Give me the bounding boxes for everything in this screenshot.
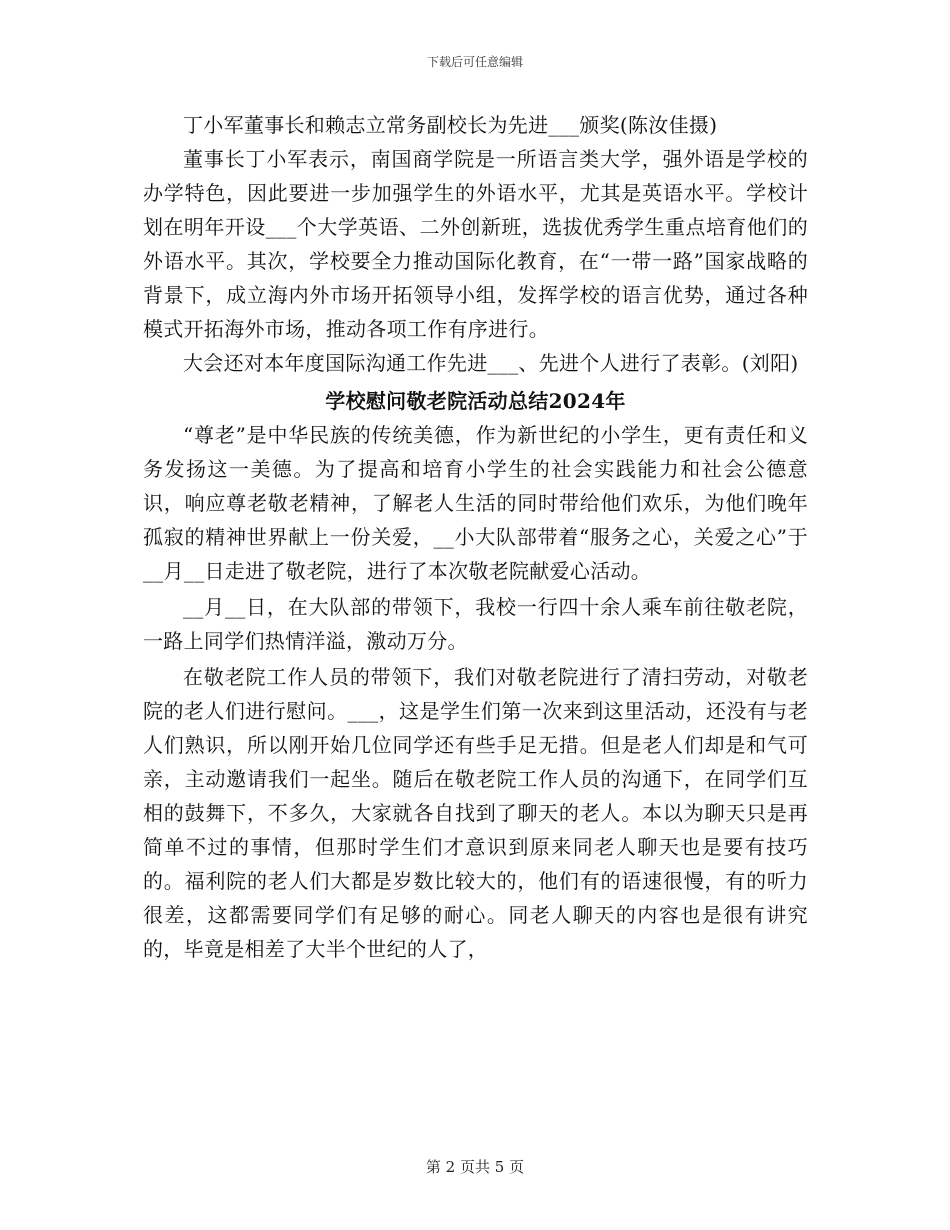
- body-paragraph: 大会还对本年度国际沟通工作先进___、先进个人进行了表彰。(刘阳): [183, 351, 799, 375]
- page-header: 下载后可任意编辑: [426, 55, 523, 69]
- document-body: [143, 108, 808, 966]
- article-paragraph: __月__日，在大队部的带领下，我校一行四十余人乘车前往敬老院，一路上同学们热情洋溢，激动万分。: [143, 595, 808, 653]
- caption-paragraph: 丁小军董事长和赖志立常务副校长为先进___颁奖(陈汝佳摄): [183, 113, 718, 137]
- article-title: 学校慰问敬老院活动总结2024年: [325, 389, 626, 413]
- article-paragraph: “尊老”是中华民族的传统美德，作为新世纪的小学生，更有责任和义务发扬这一美德。为了提高和培育小学生的社会实践能力和社会公德意识，响应尊老敬老精神，了解老人生活的同时带给他们欢乐，为他们晚年孤寂的精神世界献上一份关爱，__小大队部带着“服务之心，关爱之心”于__月__日走进了敬老院，进行了本次敬老院献爱心活动。: [143, 423, 808, 583]
- article-paragraph: 在敬老院工作人员的带领下，我们对敬老院进行了清扫劳动，对敬老院的老人们进行慰问。___，这是学生们第一次来到这里活动，还没有与老人们熟识，所以刚开始几位同学还有些手足无措。但是老人们却是和气可亲，主动邀请我们一起坐。随后在敬老院工作人员的沟通下，在同学们互相的鼓舞下，不多久，大家就各自找到了聊天的老人。本以为聊天只是再简单不过的事情，但那时学生们才意识到原来同老人聊天也是要有技巧的。福利院的老人们大都是岁数比较大的，他们有的语速很慢，有的听力很差，这都需要同学们有足够的耐心。同老人聊天的内容也是很有讲究的，毕竟是相差了大半个世纪的人了，: [143, 665, 808, 961]
- body-paragraph: 董事长丁小军表示，南国商学院是一所语言类大学，强外语是学校的办学特色，因此要进一步加强学生的外语水平，尤其是英语水平。学校计划在明年开设___个大学英语、二外创新班，选拔优秀学生重点培育他们的外语水平。其次，学校要全力推动国际化教育，在“一带一路”国家战略的背景下，成立海内外市场开拓领导小组，发挥学校的语言优势，通过各种模式开拓海外市场，推动各项工作有序进行。: [143, 147, 808, 341]
- page-footer: 第 2 页共 5 页: [425, 1158, 525, 1176]
